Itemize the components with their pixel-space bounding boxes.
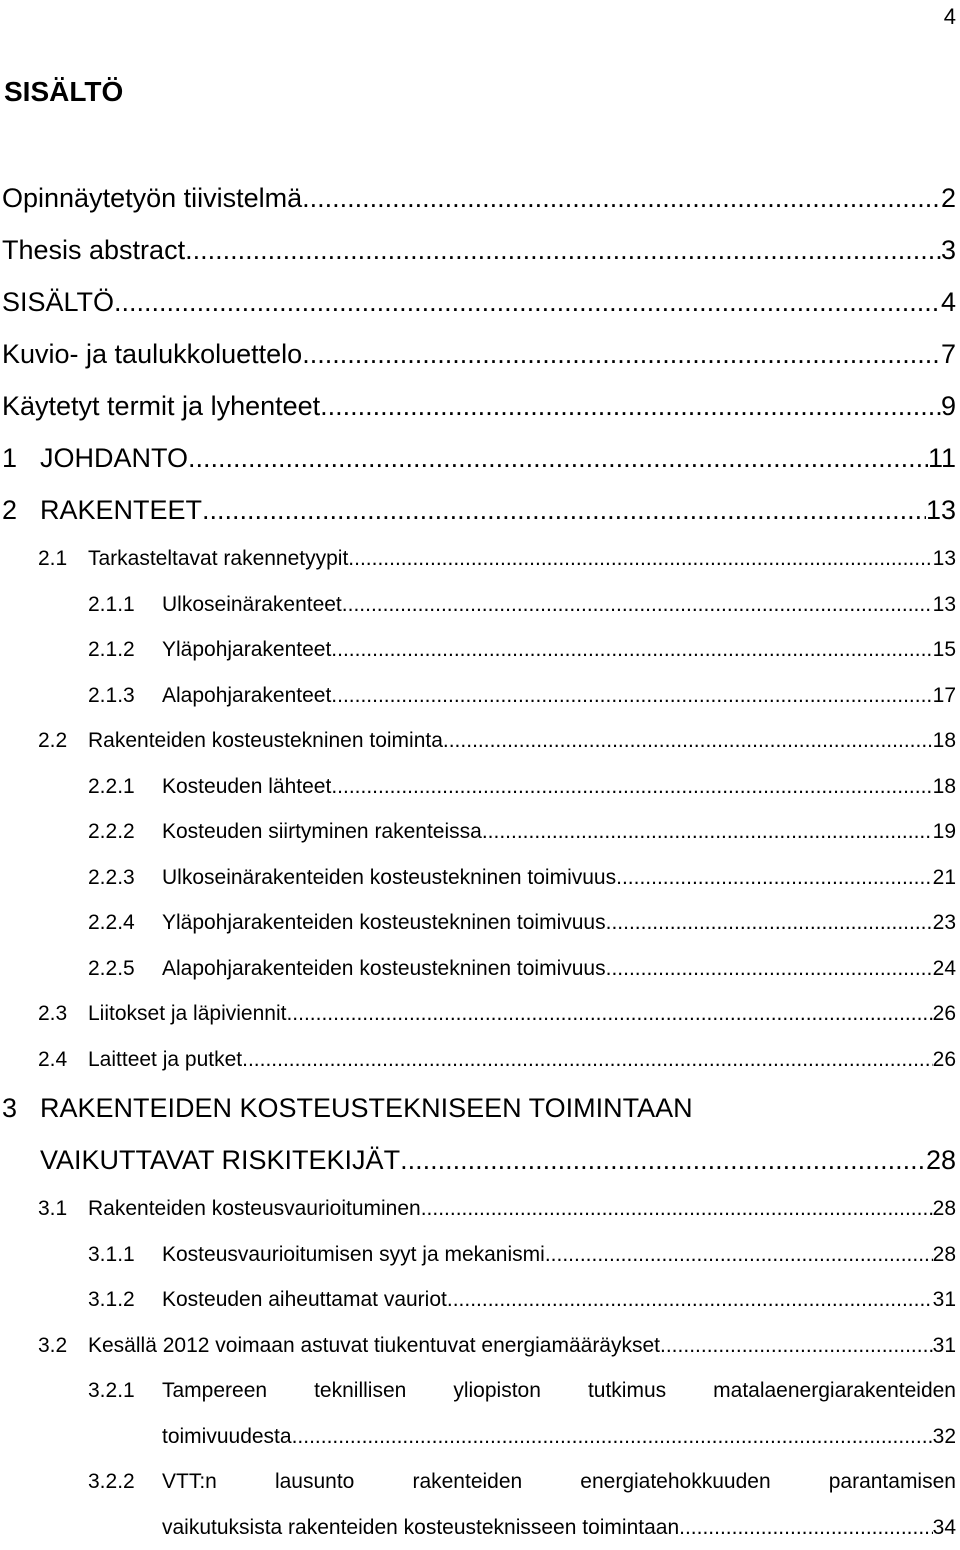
toc-entry-number: 2.3	[38, 991, 88, 1037]
toc-subsection[interactable]	[0, 946, 956, 992]
toc-entry-title: Kesällä 2012 voimaan astuvat tiukentuvat energiamääräykset	[88, 1323, 660, 1369]
title-word: VTT:n	[162, 1459, 217, 1505]
leader-dots	[443, 718, 933, 764]
toc-section[interactable]	[0, 1037, 956, 1083]
leader-dots	[679, 1505, 933, 1550]
toc-entry-page: 26	[933, 1037, 956, 1083]
toc-entry-number: 2.4	[38, 1037, 88, 1083]
title-word: tutkimus	[588, 1368, 666, 1414]
toc-entry-number: 2.1.2	[88, 627, 162, 673]
toc-entry-title: Rakenteiden kosteusvaurioituminen	[88, 1186, 421, 1232]
toc-entry-page: 28	[933, 1186, 956, 1232]
toc-entry[interactable]	[0, 328, 956, 380]
toc-entry-page: 26	[933, 991, 956, 1037]
leader-dots	[202, 484, 926, 536]
toc-entry-title: Ulkoseinärakenteet	[162, 582, 342, 628]
toc-entry[interactable]	[0, 276, 956, 328]
title-word: yliopiston	[453, 1368, 541, 1414]
toc-entry-number: 2.1.1	[88, 582, 162, 628]
toc-entry-number: 2.2.1	[88, 764, 162, 810]
toc-subsection[interactable]	[0, 1277, 956, 1323]
leader-dots	[320, 380, 941, 432]
leader-dots	[606, 946, 933, 992]
toc-entry-page: 15	[933, 627, 956, 673]
title-word: teknillisen	[314, 1368, 406, 1414]
leader-dots	[114, 276, 941, 328]
toc-entry-title: Laitteet ja putket	[88, 1037, 242, 1083]
toc-heading: SISÄLTÖ	[4, 72, 123, 112]
toc-entry-number: 3.1	[38, 1186, 88, 1232]
leader-dots	[331, 764, 932, 810]
title-word: energiatehokkuuden	[580, 1459, 770, 1505]
toc-entry-page: 11	[928, 432, 956, 484]
leader-dots	[302, 328, 941, 380]
table-of-contents	[0, 172, 956, 1550]
toc-entry-number: 3.1.2	[88, 1277, 162, 1323]
toc-subsection[interactable]	[0, 627, 956, 673]
toc-entry[interactable]	[0, 172, 956, 224]
toc-entry-title: Alapohjarakenteet	[162, 673, 331, 719]
toc-entry-page: 31	[933, 1277, 956, 1323]
toc-subsection[interactable]	[0, 673, 956, 719]
toc-chapter[interactable]	[0, 484, 956, 536]
toc-chapter[interactable]	[0, 1082, 956, 1186]
toc-entry-number: 2.1.3	[88, 673, 162, 719]
toc-entry-title: Ulkoseinärakenteiden kosteustekninen toimivuus	[162, 855, 616, 901]
leader-dots	[342, 582, 933, 628]
toc-entry-number: 3.1.1	[88, 1232, 162, 1278]
toc-entry-number: 2.2.5	[88, 946, 162, 992]
toc-section[interactable]	[0, 718, 956, 764]
toc-entry-page: 28	[926, 1134, 956, 1186]
leader-dots	[606, 900, 933, 946]
toc-entry-page: 13	[926, 484, 956, 536]
leader-dots	[400, 1134, 926, 1186]
toc-entry-title: Kosteuden aiheuttamat vauriot	[162, 1277, 447, 1323]
title-word: matalaenergiarakenteiden	[713, 1368, 956, 1414]
toc-entry-page: 2	[941, 172, 956, 224]
toc-entry-title: Tarkasteltavat rakennetyypit	[88, 536, 348, 582]
leader-dots	[188, 432, 928, 484]
page-number: 4	[944, 4, 956, 30]
toc-entry-title-line1	[162, 1459, 956, 1505]
toc-subsection[interactable]	[0, 809, 956, 855]
toc-entry-page: 32	[933, 1414, 956, 1460]
toc-entry-title: Kosteuden siirtyminen rakenteissa	[162, 809, 482, 855]
toc-section[interactable]	[0, 1323, 956, 1369]
toc-entry-title-line2: vaikutuksista rakenteiden kosteusteknisseen toimintaan	[162, 1505, 679, 1550]
leader-dots	[331, 673, 932, 719]
toc-entry-number: 2.2.4	[88, 900, 162, 946]
toc-entry-title: Kuvio- ja taulukkoluettelo	[2, 328, 302, 380]
toc-entry-title: Alapohjarakenteiden kosteustekninen toimivuus	[162, 946, 606, 992]
leader-dots	[331, 627, 932, 673]
toc-subsection[interactable]	[0, 1368, 956, 1459]
leader-dots	[482, 809, 933, 855]
toc-entry-page: 24	[933, 946, 956, 992]
title-word: rakenteiden	[412, 1459, 522, 1505]
toc-entry-page: 31	[933, 1323, 956, 1369]
toc-entry-title-line2: VAIKUTTAVAT RISKITEKIJÄT	[40, 1134, 400, 1186]
leader-dots	[660, 1323, 933, 1369]
toc-entry-number: 1	[2, 432, 40, 484]
toc-entry-title: Kosteuden lähteet	[162, 764, 331, 810]
toc-entry-title-line1: RAKENTEIDEN KOSTEUSTEKNISEEN TOIMINTAAN	[40, 1082, 693, 1134]
toc-entry-title: RAKENTEET	[40, 484, 202, 536]
toc-entry-page: 34	[933, 1505, 956, 1550]
toc-section[interactable]	[0, 536, 956, 582]
title-word: parantamisen	[829, 1459, 956, 1505]
toc-entry-page: 28	[933, 1232, 956, 1278]
toc-entry-title: Liitokset ja läpiviennit	[88, 991, 286, 1037]
toc-entry-number: 3.2.2	[88, 1459, 162, 1505]
toc-subsection[interactable]	[0, 582, 956, 628]
leader-dots	[185, 224, 941, 276]
toc-entry-number: 2.2.3	[88, 855, 162, 901]
leader-dots	[242, 1037, 933, 1083]
toc-entry-title: Yläpohjarakenteet	[162, 627, 331, 673]
toc-entry-page: 13	[933, 536, 956, 582]
toc-entry-title: Käytetyt termit ja lyhenteet	[2, 380, 320, 432]
leader-dots	[616, 855, 933, 901]
toc-subsection[interactable]	[0, 1232, 956, 1278]
toc-entry-page: 18	[933, 718, 956, 764]
leader-dots	[348, 536, 932, 582]
toc-entry-title: JOHDANTO	[40, 432, 188, 484]
toc-entry-page: 21	[933, 855, 956, 901]
toc-subsection[interactable]	[0, 855, 956, 901]
toc-entry-number: 2.1	[38, 536, 88, 582]
toc-entry-page: 3	[941, 224, 956, 276]
toc-subsection[interactable]	[0, 764, 956, 810]
toc-chapter[interactable]	[0, 432, 956, 484]
title-word: Tampereen	[162, 1368, 267, 1414]
toc-entry-number: 2	[2, 484, 40, 536]
toc-entry-title-line2: toimivuudesta	[162, 1414, 292, 1460]
leader-dots	[447, 1277, 933, 1323]
toc-entry-page: 4	[941, 276, 956, 328]
toc-entry-number: 3.2.1	[88, 1368, 162, 1414]
toc-entry-title: Opinnäytetyön tiivistelmä	[2, 172, 302, 224]
title-word: lausunto	[275, 1459, 354, 1505]
toc-entry[interactable]	[0, 380, 956, 432]
toc-subsection[interactable]	[0, 900, 956, 946]
toc-entry-title: SISÄLTÖ	[2, 276, 114, 328]
toc-subsection[interactable]	[0, 1459, 956, 1550]
toc-entry-number: 2.2.2	[88, 809, 162, 855]
toc-entry-page: 17	[933, 673, 956, 719]
leader-dots	[286, 991, 932, 1037]
toc-section[interactable]	[0, 991, 956, 1037]
leader-dots	[302, 172, 941, 224]
toc-entry-page: 13	[933, 582, 956, 628]
toc-entry-page: 7	[941, 328, 956, 380]
toc-entry-number: 3.2	[38, 1323, 88, 1369]
toc-entry-number: 3	[2, 1082, 40, 1134]
toc-entry-title: Rakenteiden kosteustekninen toiminta	[88, 718, 443, 764]
leader-dots	[292, 1414, 933, 1460]
toc-entry-page: 18	[933, 764, 956, 810]
toc-entry-page: 19	[933, 809, 956, 855]
toc-entry-title: Kosteusvaurioitumisen syyt ja mekanismi	[162, 1232, 545, 1278]
toc-entry-page: 23	[933, 900, 956, 946]
toc-entry-page: 9	[941, 380, 956, 432]
toc-entry-title: Thesis abstract	[2, 224, 185, 276]
leader-dots	[545, 1232, 933, 1278]
leader-dots	[421, 1186, 933, 1232]
toc-section[interactable]	[0, 1186, 956, 1232]
toc-entry-title-line1	[162, 1368, 956, 1414]
toc-entry-title: Yläpohjarakenteiden kosteustekninen toimivuus	[162, 900, 606, 946]
toc-entry-number: 2.2	[38, 718, 88, 764]
toc-entry[interactable]	[0, 224, 956, 276]
